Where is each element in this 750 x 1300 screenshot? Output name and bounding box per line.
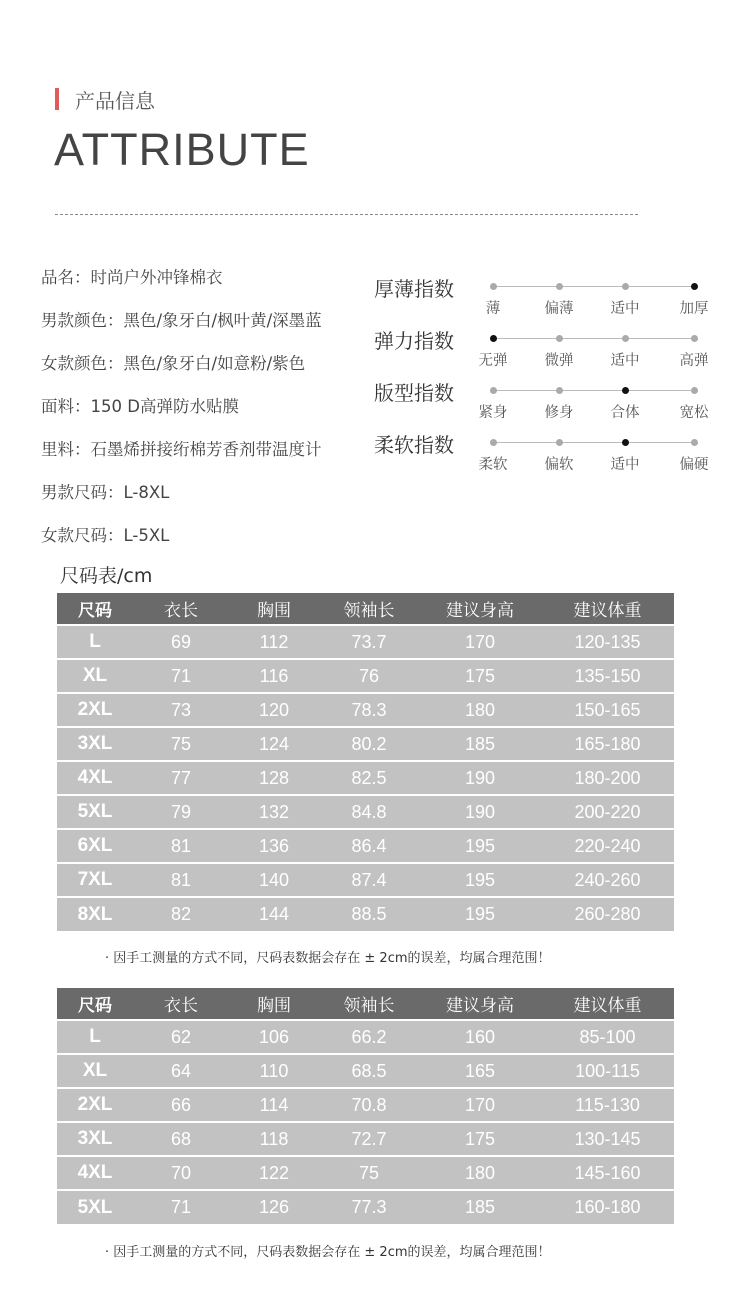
scale-dot: [556, 283, 563, 290]
value-cell: 79: [133, 795, 229, 829]
value-cell: 70.8: [319, 1088, 419, 1122]
index-row: [374, 271, 734, 323]
value-cell: 220-240: [541, 829, 674, 863]
table-row: [57, 1156, 674, 1190]
column-header: 衣长: [133, 593, 229, 625]
value-cell: 71: [133, 1190, 229, 1224]
scale-line: [493, 442, 694, 443]
value-cell: 88.5: [319, 897, 419, 931]
scale-dot: [556, 439, 563, 446]
value-cell: 190: [419, 795, 541, 829]
value-cell: 82.5: [319, 761, 419, 795]
value-cell: 110: [229, 1054, 319, 1088]
value-cell: 136: [229, 829, 319, 863]
measurement-note: · 因手工测量的方式不同，尺码表数据会存在 ± 2cm的误差，均属合理范围！: [105, 951, 551, 966]
value-cell: 130-145: [541, 1122, 674, 1156]
table-row: [57, 761, 674, 795]
value-cell: 62: [133, 1020, 229, 1054]
value-cell: 72.7: [319, 1122, 419, 1156]
value-cell: 76: [319, 659, 419, 693]
table-row: [57, 829, 674, 863]
scale-option-label: 适中: [610, 301, 640, 317]
table-row: [57, 1020, 674, 1054]
info-fabric: 面料：150 D高弹防水贴膜: [41, 397, 239, 416]
scale-line: [493, 338, 694, 339]
scale-option-label: 柔软: [478, 457, 508, 473]
value-cell: 68.5: [319, 1054, 419, 1088]
value-cell: 126: [229, 1190, 319, 1224]
value-cell: 116: [229, 659, 319, 693]
column-header: 建议体重: [541, 593, 674, 625]
value-cell: 165-180: [541, 727, 674, 761]
column-header: 建议身高: [419, 988, 541, 1020]
scale-dot: [556, 335, 563, 342]
value-cell: 73.7: [319, 625, 419, 659]
table-row: [57, 1122, 674, 1156]
value-cell: 180-200: [541, 761, 674, 795]
scale-dot: [622, 283, 629, 290]
value-cell: 75: [319, 1156, 419, 1190]
value-cell: 128: [229, 761, 319, 795]
value-cell: 185: [419, 727, 541, 761]
value-cell: 78.3: [319, 693, 419, 727]
table-row: [57, 1190, 674, 1224]
value-cell: 71: [133, 659, 229, 693]
value-cell: 140: [229, 863, 319, 897]
value-cell: 175: [419, 1122, 541, 1156]
value-cell: 122: [229, 1156, 319, 1190]
scale-option-label: 偏硬: [679, 457, 709, 473]
value-cell: 160: [419, 1020, 541, 1054]
scale-option-label: 薄: [485, 301, 501, 317]
value-cell: 86.4: [319, 829, 419, 863]
size-cell: 2XL: [57, 693, 133, 727]
section-title-en: ATTRIBUTE: [54, 124, 310, 175]
value-cell: 195: [419, 897, 541, 931]
index-scales: [374, 271, 734, 479]
size-chart-title: 尺码表/cm: [60, 565, 153, 587]
size-cell: 4XL: [57, 1156, 133, 1190]
index-label: 版型指数: [374, 381, 454, 405]
value-cell: 160-180: [541, 1190, 674, 1224]
column-header: 尺码: [57, 593, 133, 625]
value-cell: 150-165: [541, 693, 674, 727]
column-header: 衣长: [133, 988, 229, 1020]
info-name: 品名：时尚户外冲锋棉衣: [41, 268, 223, 287]
scale-dot: [490, 283, 497, 290]
table-row: [57, 727, 674, 761]
value-cell: 77: [133, 761, 229, 795]
value-cell: 70: [133, 1156, 229, 1190]
measurement-note: · 因手工测量的方式不同，尺码表数据会存在 ± 2cm的误差，均属合理范围！: [105, 1245, 551, 1260]
scale-dot-selected: [622, 387, 629, 394]
value-cell: 85-100: [541, 1020, 674, 1054]
table-row: [57, 625, 674, 659]
index-row: [374, 427, 734, 479]
value-cell: 75: [133, 727, 229, 761]
value-cell: 240-260: [541, 863, 674, 897]
value-cell: 84.8: [319, 795, 419, 829]
value-cell: 145-160: [541, 1156, 674, 1190]
info-women-colors: 女款颜色：黑色/象牙白/如意粉/紫色: [41, 354, 306, 373]
value-cell: 195: [419, 863, 541, 897]
product-info: [41, 266, 322, 567]
info-men-colors: 男款颜色：黑色/象牙白/枫叶黄/深墨蓝: [41, 311, 322, 330]
scale-option-label: 无弹: [478, 353, 508, 369]
info-men-sizes: 男款尺码：L-8XL: [41, 483, 170, 502]
value-cell: 135-150: [541, 659, 674, 693]
table-row: [57, 897, 674, 931]
size-cell: XL: [57, 1054, 133, 1088]
scale-dot: [622, 335, 629, 342]
size-cell: 8XL: [57, 897, 133, 931]
scale-option-label: 偏软: [544, 457, 574, 473]
scale-option-label: 合体: [610, 405, 640, 421]
section-header: [55, 86, 155, 112]
column-header: 尺码: [57, 988, 133, 1020]
value-cell: 144: [229, 897, 319, 931]
scale-option-label: 宽松: [679, 405, 709, 421]
table-header-row: [57, 988, 674, 1020]
value-cell: 170: [419, 1088, 541, 1122]
column-header: 建议身高: [419, 593, 541, 625]
scale-dot: [490, 439, 497, 446]
scale-dot: [556, 387, 563, 394]
scale-dot: [691, 335, 698, 342]
value-cell: 87.4: [319, 863, 419, 897]
value-cell: 180: [419, 693, 541, 727]
size-cell: 2XL: [57, 1088, 133, 1122]
column-header: 胸围: [229, 988, 319, 1020]
size-cell: L: [57, 625, 133, 659]
value-cell: 115-130: [541, 1088, 674, 1122]
value-cell: 100-115: [541, 1054, 674, 1088]
value-cell: 165: [419, 1054, 541, 1088]
value-cell: 81: [133, 829, 229, 863]
value-cell: 260-280: [541, 897, 674, 931]
scale-dot: [490, 387, 497, 394]
value-cell: 106: [229, 1020, 319, 1054]
value-cell: 180: [419, 1156, 541, 1190]
value-cell: 170: [419, 625, 541, 659]
scale-option-label: 加厚: [679, 301, 709, 317]
scale-option-label: 适中: [610, 353, 640, 369]
index-row: [374, 375, 734, 427]
dashed-divider: [55, 214, 638, 215]
scale-line: [493, 390, 694, 391]
value-cell: 66: [133, 1088, 229, 1122]
size-cell: XL: [57, 659, 133, 693]
value-cell: 81: [133, 863, 229, 897]
table-header-row: [57, 593, 674, 625]
size-cell: 5XL: [57, 795, 133, 829]
value-cell: 73: [133, 693, 229, 727]
scale-option-label: 微弹: [544, 353, 574, 369]
scale-dot: [691, 387, 698, 394]
value-cell: 120-135: [541, 625, 674, 659]
size-cell: 3XL: [57, 727, 133, 761]
value-cell: 124: [229, 727, 319, 761]
value-cell: 200-220: [541, 795, 674, 829]
column-header: 领袖长: [319, 988, 419, 1020]
value-cell: 114: [229, 1088, 319, 1122]
info-women-sizes: 女款尺码：L-5XL: [41, 526, 170, 545]
table-row: [57, 1054, 674, 1088]
section-title: 产品信息: [75, 88, 155, 113]
table-row: [57, 795, 674, 829]
scale-dot-selected: [490, 335, 497, 342]
accent-bar: [55, 88, 59, 110]
women-size-table: [57, 988, 674, 1224]
scale-option-label: 高弹: [679, 353, 709, 369]
value-cell: 120: [229, 693, 319, 727]
value-cell: 68: [133, 1122, 229, 1156]
value-cell: 190: [419, 761, 541, 795]
value-cell: 112: [229, 625, 319, 659]
size-cell: 5XL: [57, 1190, 133, 1224]
value-cell: 175: [419, 659, 541, 693]
value-cell: 64: [133, 1054, 229, 1088]
index-label: 厚薄指数: [374, 277, 454, 301]
size-cell: 4XL: [57, 761, 133, 795]
value-cell: 82: [133, 897, 229, 931]
column-header: 建议体重: [541, 988, 674, 1020]
size-cell: 7XL: [57, 863, 133, 897]
table-row: [57, 659, 674, 693]
size-cell: 6XL: [57, 829, 133, 863]
value-cell: 118: [229, 1122, 319, 1156]
value-cell: 185: [419, 1190, 541, 1224]
column-header: 胸围: [229, 593, 319, 625]
size-cell: 3XL: [57, 1122, 133, 1156]
value-cell: 66.2: [319, 1020, 419, 1054]
size-cell: L: [57, 1020, 133, 1054]
value-cell: 132: [229, 795, 319, 829]
value-cell: 69: [133, 625, 229, 659]
table-row: [57, 693, 674, 727]
index-label: 柔软指数: [374, 433, 454, 457]
scale-option-label: 适中: [610, 457, 640, 473]
scale-option-label: 偏薄: [544, 301, 574, 317]
value-cell: 77.3: [319, 1190, 419, 1224]
index-row: [374, 323, 734, 375]
value-cell: 80.2: [319, 727, 419, 761]
value-cell: 195: [419, 829, 541, 863]
men-size-table: [57, 593, 674, 931]
index-label: 弹力指数: [374, 329, 454, 353]
scale-dot-selected: [691, 283, 698, 290]
scale-option-label: 紧身: [478, 405, 508, 421]
scale-dot-selected: [622, 439, 629, 446]
scale-dot: [691, 439, 698, 446]
scale-line: [493, 286, 694, 287]
table-row: [57, 1088, 674, 1122]
info-lining: 里料：石墨烯拼接绗棉芳香剂带温度计: [41, 440, 322, 459]
table-row: [57, 863, 674, 897]
column-header: 领袖长: [319, 593, 419, 625]
scale-option-label: 修身: [544, 405, 574, 421]
